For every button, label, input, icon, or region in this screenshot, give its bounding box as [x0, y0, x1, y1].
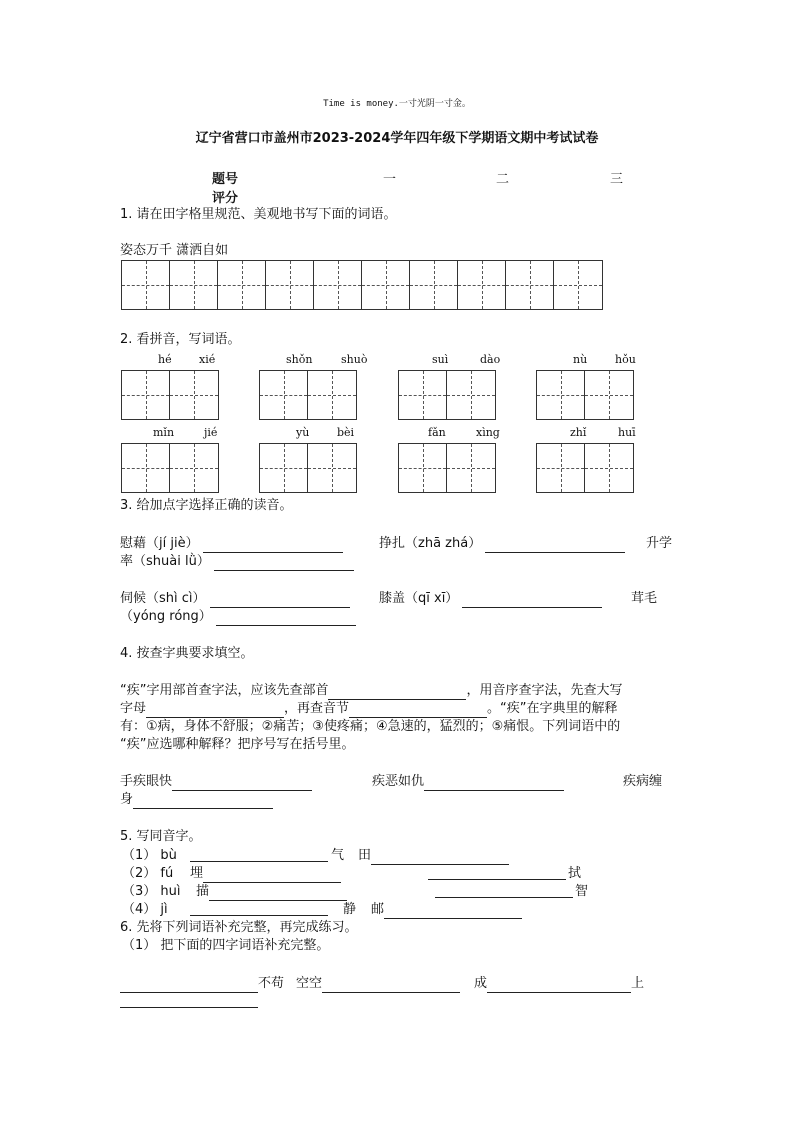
q4-l2c: 。“疾”在字典里的解释 [487, 701, 618, 716]
grid-cell[interactable] [314, 261, 362, 309]
grid-cell[interactable] [218, 261, 266, 309]
grid-cell[interactable] [308, 371, 356, 419]
q3-item-5-text: 膝盖（qī xī） [379, 591, 459, 606]
q5-row-4-label: （4） jì [122, 902, 168, 917]
q6-line-2-blank[interactable] [120, 993, 258, 1008]
grid-cell[interactable] [447, 444, 495, 492]
q4-line-4: “疾”应选哪种解释？把序号写在括号里。 [120, 737, 355, 752]
grid-cell[interactable] [537, 444, 585, 492]
q4-line-2 [120, 700, 618, 718]
answer-blank[interactable] [322, 978, 460, 993]
q1-words: 姿态万千 潇洒自如 [120, 243, 229, 258]
q5-row-2-char-a: 埋 [190, 866, 204, 881]
pinyin: zhǐ [570, 426, 587, 439]
pinyin: nù [573, 353, 588, 366]
q4-line-1 [120, 682, 623, 700]
q4-word-3 [120, 791, 273, 809]
q5-row-4-char-b: 邮 [371, 902, 385, 917]
q3-item-6-text: （yóng róng） [120, 609, 212, 624]
q5-row-2-char-b: 拭 [568, 866, 582, 881]
grid-cell[interactable] [506, 261, 554, 309]
answer-blank[interactable] [487, 978, 631, 993]
pinyin: hǒu [615, 353, 636, 366]
answer-blank[interactable] [133, 794, 273, 809]
answer-blank[interactable] [209, 886, 347, 901]
pinyin: shǒn [286, 353, 313, 366]
q3-item-2 [379, 535, 625, 553]
grid-cell[interactable] [308, 444, 356, 492]
q3-item-6a: 茸毛 [631, 591, 658, 606]
q3-item-2-text: 挣扎（zhā zhá） [379, 536, 482, 551]
answer-blank[interactable] [384, 904, 522, 919]
q4-word-2 [372, 773, 564, 791]
exam-title: 辽宁省营口市盖州市2023-2024学年四年级下学期语文期中考试试卷 [195, 131, 599, 146]
pinyin: xìng [476, 426, 500, 439]
pinyin: fǎn [428, 426, 446, 439]
grid-cell[interactable] [399, 371, 447, 419]
q3-prompt: 3. 给加点字选择正确的读音。 [120, 498, 293, 513]
q5-row-3-blank-2[interactable] [435, 883, 573, 898]
grid-cell[interactable] [585, 371, 633, 419]
q6-prompt: 6. 先将下列词语补充完整，再完成练习。 [120, 920, 358, 935]
q4-word-3a: 疾病缠 [623, 774, 663, 789]
grid-cell[interactable] [122, 444, 170, 492]
q5-row-4-part-b [371, 901, 522, 919]
q4-prompt: 4. 按查字典要求填空。 [120, 646, 254, 661]
pinyin: bèi [337, 426, 355, 439]
q6-c: 成 [474, 976, 488, 991]
q6-a: 不苟 [258, 976, 285, 991]
q2-prompt: 2. 看拼音，写词语。 [120, 332, 241, 347]
q2-grid-7[interactable] [398, 443, 496, 493]
score-col-1: 一 [383, 172, 397, 187]
q2-grid-4[interactable] [536, 370, 634, 420]
q6-b: 空空 [296, 976, 323, 991]
q4-w2: 疾恶如仇 [372, 774, 425, 789]
grid-cell[interactable] [170, 371, 218, 419]
grid-cell[interactable] [447, 371, 495, 419]
answer-blank[interactable] [203, 538, 343, 553]
score-row-label-number: 题号 [212, 172, 239, 187]
page-motto: Time is money.一寸光阴一寸金。 [323, 99, 471, 109]
grid-cell[interactable] [399, 444, 447, 492]
score-col-3: 三 [610, 172, 624, 187]
q5-row-3-char-b: 智 [575, 884, 589, 899]
q1-prompt: 1. 请在田字格里规范、美观地书写下面的词语。 [120, 207, 397, 222]
q4-word-1 [120, 773, 312, 791]
pinyin: yù [296, 426, 310, 439]
grid-cell[interactable] [458, 261, 506, 309]
q3-item-4 [120, 590, 350, 608]
answer-blank[interactable] [146, 703, 284, 718]
q6-d: 上 [631, 976, 645, 991]
q4-l1a: “疾”字用部首查字法，应该先查部首 [120, 683, 329, 698]
q3-item-4-text: 伺候（shì cì） [120, 591, 206, 606]
pinyin: xié [199, 353, 216, 366]
q3-item-1-text: 慰藉（jí jiè） [120, 536, 199, 551]
q3-item-5 [379, 590, 602, 608]
grid-cell[interactable] [170, 444, 218, 492]
answer-blank[interactable] [172, 776, 312, 791]
answer-blank[interactable] [349, 703, 487, 718]
answer-blank[interactable] [462, 593, 602, 608]
answer-blank[interactable] [210, 593, 350, 608]
answer-blank[interactable] [485, 538, 625, 553]
q5-row-1-blank-1[interactable] [190, 847, 328, 862]
q5-row-2-label: （2） fú [122, 866, 174, 881]
q5-row-1-char-a: 气 [331, 848, 345, 863]
q5-row-2-blank-2[interactable] [428, 865, 566, 880]
q2-grid-1[interactable] [121, 370, 219, 420]
q2-grid-5[interactable] [121, 443, 219, 493]
pinyin: jié [204, 426, 218, 439]
answer-blank[interactable] [120, 978, 258, 993]
q6-subprompt: （1） 把下面的四字词语补充完整。 [122, 938, 330, 953]
pinyin: hé [158, 353, 172, 366]
grid-cell[interactable] [122, 261, 170, 309]
q3-item-1 [120, 535, 343, 553]
q5-row-1-char-b: 田 [358, 848, 372, 863]
grid-cell[interactable] [410, 261, 458, 309]
grid-cell[interactable] [170, 261, 218, 309]
q5-row-4-char-a: 静 [343, 902, 357, 917]
q4-l1b: ，用音序查字法，先查大写 [466, 683, 623, 698]
q3-item-3-text: 率（shuài lǜ） [120, 554, 210, 569]
q5-row-3-label: （3） huì [122, 884, 181, 899]
q3-item-6 [120, 608, 356, 626]
score-row-label-score: 评分 [212, 191, 239, 206]
q4-line-3: 有：①病，身体不舒服；②痛苦；③使疼痛；④急速的，猛烈的；⑤痛恨。下列词语中的 [120, 719, 621, 734]
q5-row-1-label: （1） bù [122, 848, 177, 863]
q1-writing-grid[interactable] [121, 260, 603, 310]
q2-grid-6[interactable] [259, 443, 357, 493]
grid-cell[interactable] [585, 444, 633, 492]
q4-l2a: 字母 [120, 701, 147, 716]
answer-blank[interactable] [328, 685, 466, 700]
pinyin: suì [432, 353, 449, 366]
grid-cell[interactable] [260, 371, 308, 419]
pinyin: dào [480, 353, 501, 366]
grid-cell[interactable] [266, 261, 314, 309]
q5-row-3-part-a [196, 883, 347, 901]
answer-blank[interactable] [371, 850, 509, 865]
q5-row-3-char-a: 描 [196, 884, 210, 899]
grid-cell[interactable] [122, 371, 170, 419]
pinyin: mǐn [153, 426, 175, 439]
q3-item-3 [120, 553, 354, 571]
grid-cell[interactable] [362, 261, 410, 309]
grid-cell[interactable] [260, 444, 308, 492]
answer-blank[interactable] [203, 868, 341, 883]
pinyin: shuò [341, 353, 368, 366]
q5-row-4-blank-1[interactable] [190, 901, 328, 916]
score-col-2: 二 [496, 172, 510, 187]
answer-blank[interactable] [424, 776, 564, 791]
q2-grid-2[interactable] [259, 370, 357, 420]
q2-grid-8[interactable] [536, 443, 634, 493]
q5-row-2-part-a [190, 865, 341, 883]
q4-l2b: ，再查音节 [284, 701, 350, 716]
answer-blank[interactable] [214, 556, 354, 571]
pinyin: huī [618, 426, 636, 439]
q5-row-1-part-b [358, 847, 509, 865]
answer-blank[interactable] [216, 611, 356, 626]
grid-cell[interactable] [554, 261, 602, 309]
q5-prompt: 5. 写同音字。 [120, 829, 202, 844]
q4-w3b: 身 [120, 792, 134, 807]
q2-grid-3[interactable] [398, 370, 496, 420]
q3-item-3a: 升学 [646, 536, 673, 551]
q6-line-1 [120, 975, 644, 993]
q4-w1: 手疾眼快 [120, 774, 173, 789]
grid-cell[interactable] [537, 371, 585, 419]
